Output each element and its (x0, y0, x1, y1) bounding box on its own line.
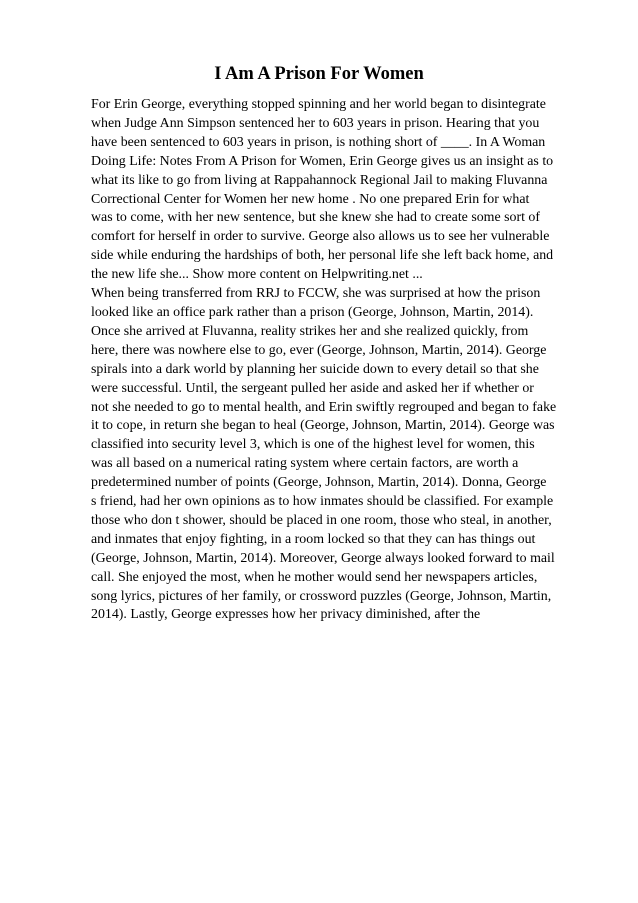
text-line: was to come, with her new sentence, but she knew she had to create some sort of (91, 210, 540, 226)
text-line: Doing Life: Notes From A Prison for Women, Erin George gives us an insight as to (91, 153, 554, 169)
text-line: Correctional Center for Women her new home . No one prepared Erin for what (91, 191, 530, 207)
text-line: the new life she... Show more content on Helpwriting.net ... (91, 267, 423, 283)
text-line: spirals into a dark world by planning her suicide down to every detail so that she (91, 361, 539, 377)
text-line: For Erin George, everything stopped spinning and her world began to disintegrate (91, 97, 546, 112)
text-line: were successful. Until, the sergeant pulled her aside and asked her if whether or (91, 380, 534, 396)
text-line: predetermined number of points (George, Johnson, Martin, 2014). Donna, George (91, 475, 547, 491)
text-line: side while enduring the hardships of both, her personal life she left back home, and (91, 248, 554, 264)
text-line: those who don t shower, should be placed in one room, those who steal, in another, (91, 512, 552, 528)
document-title: I Am A Prison For Women (214, 64, 424, 84)
text-line: song lyrics, pictures of her family, or crossword puzzles (George, Johnson, Martin, (91, 588, 552, 604)
text-line: what its like to go from living at Rappahannock Regional Jail to making Fluvanna (91, 172, 548, 188)
text-line: call. She enjoyed the most, when he mother would send her newspapers articles, (91, 569, 538, 585)
text-line: was all based on a numerical rating system where certain factors, are worth a (91, 456, 519, 472)
text-line: comfort for herself in order to survive. George also allows us to see her vulnerable (91, 229, 550, 245)
text-line: and inmates that enjoy fighting, in a room locked so that they can has things out (91, 531, 536, 547)
text-line: when Judge Ann Simpson sentenced her to 603 years in prison. Hearing that you (91, 115, 540, 131)
text-line: 2014). Lastly, George expresses how her privacy diminished, after the (91, 607, 481, 623)
text-line: it to cope, in return she began to heal (George, Johnson, Martin, 2014). George was (91, 418, 555, 434)
text-line: s friend, had her own opinions as to how inmates should be classified. For example (91, 494, 554, 510)
text-line: looked like an office park rather than a prison (George, Johnson, Martin, 2014). (91, 304, 534, 320)
document-body (91, 96, 583, 625)
text-line: classified into security level 3, which is one of the highest level for women, this (91, 437, 535, 453)
text-line: here, there was nowhere else to go, ever (George, Johnson, Martin, 2014). George (91, 342, 547, 358)
text-line: (George, Johnson, Martin, 2014). Moreover, George always looked forward to mail (91, 550, 555, 566)
text-line: not she needed to go to mental health, and Erin swiftly regrouped and began to fake (91, 399, 557, 415)
text-line: Once she arrived at Fluvanna, reality strikes her and she realized quickly, from (91, 323, 529, 339)
text-line: have been sentenced to 603 years in prison, is nothing short of ____. In A Woman (91, 134, 546, 150)
text-line: When being transferred from RRJ to FCCW, she was surprised at how the prison (91, 286, 541, 302)
